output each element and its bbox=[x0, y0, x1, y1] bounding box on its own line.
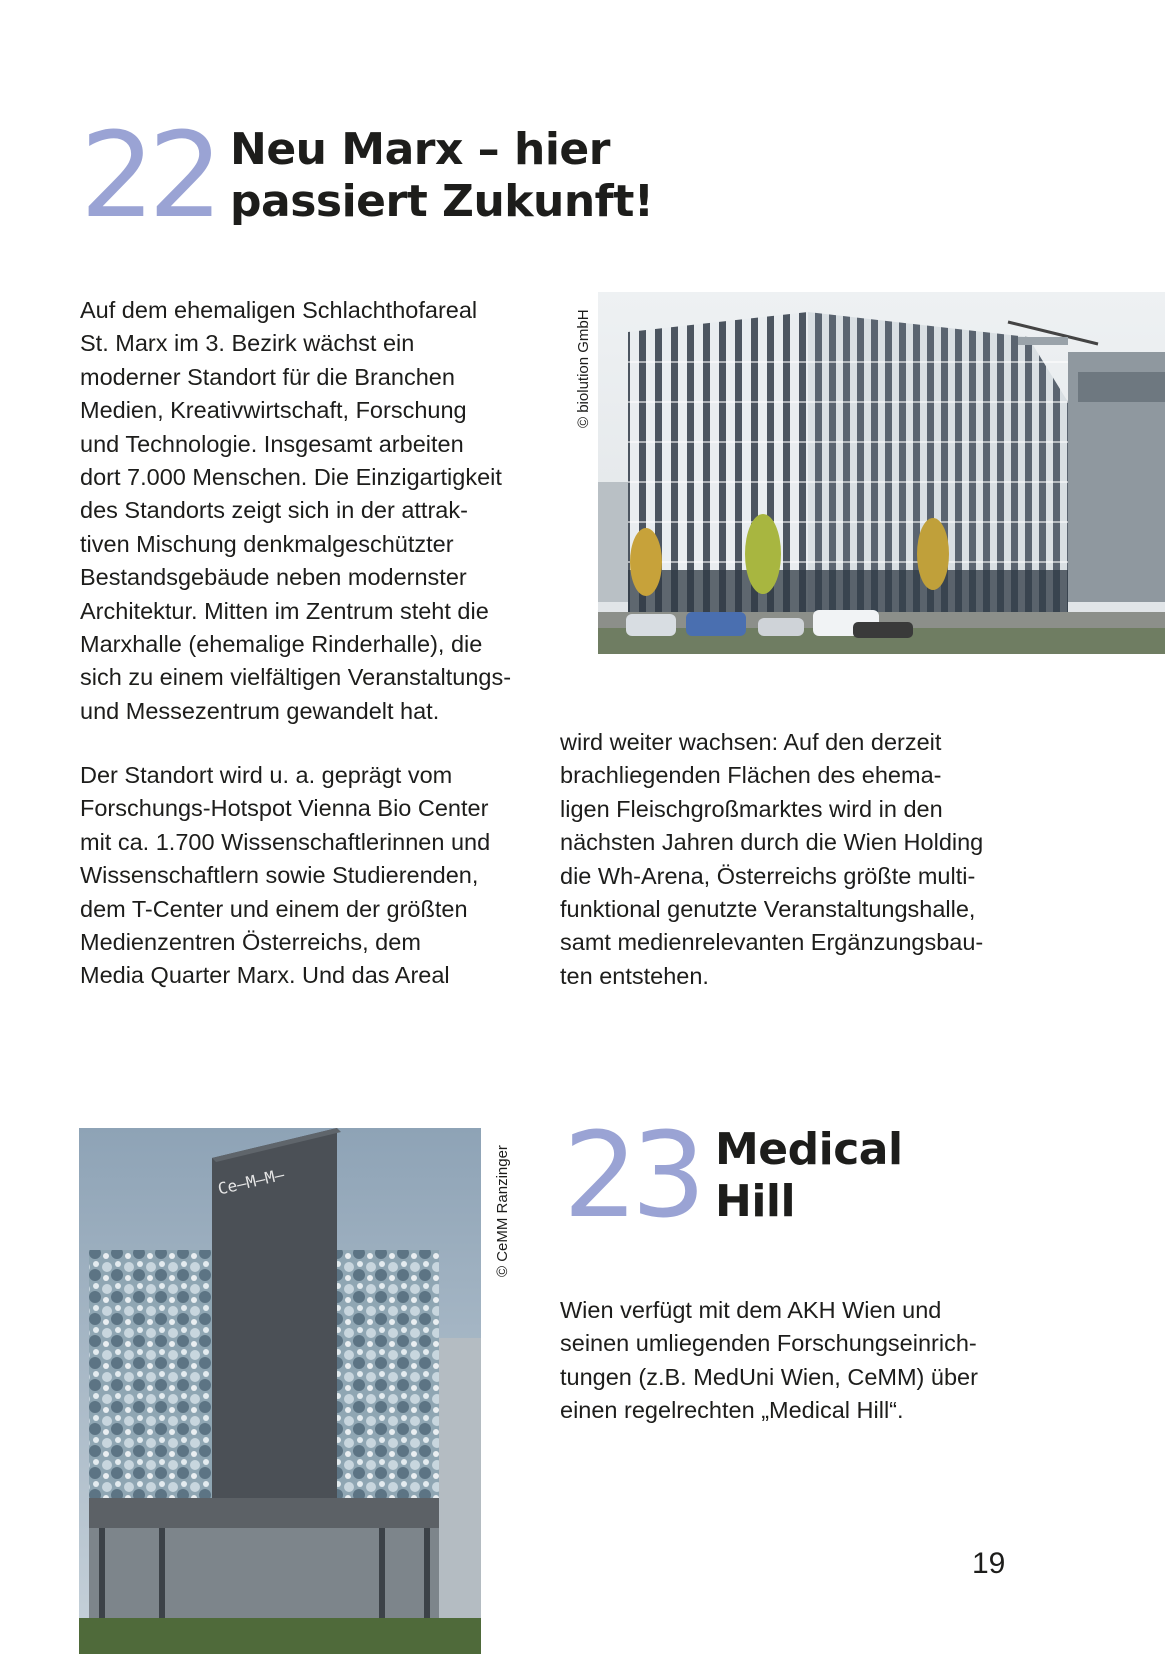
section-23-title-line1: Medical bbox=[715, 1124, 903, 1175]
text-line: wird weiter wachsen: Auf den derzeit bbox=[560, 729, 942, 755]
text-line: Medien, Kreativwirtschaft, Forschung bbox=[80, 397, 467, 424]
section-22-number: 22 bbox=[80, 106, 217, 244]
text-line: mit ca. 1.700 Wissenschaftlerinnen und bbox=[80, 828, 491, 855]
text-line: Wissenschaftlern sowie Studierenden, bbox=[80, 862, 479, 889]
photo-neu-marx-building bbox=[598, 292, 1165, 654]
text-line: die Wh-Arena, Österreichs größte multi- bbox=[560, 862, 976, 889]
text-line: und Messezentrum gewandelt hat. bbox=[80, 697, 440, 724]
text-line: Forschungs-Hotspot Vienna Bio Center bbox=[80, 795, 489, 822]
section-22-title bbox=[230, 124, 653, 228]
text-line: einen regelrechten „Medical Hill“. bbox=[560, 1397, 904, 1424]
text-line: tiven Mischung denkmalgeschützter bbox=[80, 530, 454, 557]
text-line: Architektur. Mitten im Zentrum steht die bbox=[80, 597, 489, 624]
page-number: 19 bbox=[972, 1547, 1006, 1580]
section-23-number: 23 bbox=[563, 1106, 700, 1244]
text-line: des Standorts zeigt sich in der attrak- bbox=[80, 497, 468, 524]
section-22-title-line2: passiert Zukunft! bbox=[230, 176, 654, 227]
text-line: seinen umliegenden Forschungseinrich- bbox=[560, 1330, 977, 1357]
text-line: ten entstehen. bbox=[560, 962, 709, 989]
text-line: samt medienrelevanten Ergänzungsbau- bbox=[560, 929, 984, 956]
text-line: dem T-Center und einem der größten bbox=[80, 895, 468, 922]
text-line: und Technologie. Insgesamt arbeiten bbox=[80, 430, 464, 457]
photo-cemm-building bbox=[79, 1128, 481, 1654]
text-line: tungen (z.B. MedUni Wien, CeMM) über bbox=[560, 1363, 978, 1390]
section-22-paragraph-3 bbox=[560, 726, 983, 993]
text-line: Auf dem ehemaligen Schlachthofareal bbox=[80, 297, 478, 323]
photo-credit-neu-marx: © biolution GmbH bbox=[575, 309, 592, 428]
text-line: sich zu einem vielfältigen Veranstaltungs- bbox=[80, 664, 512, 691]
section-22-paragraph-2 bbox=[80, 759, 490, 993]
section-22-paragraph-1 bbox=[80, 294, 511, 728]
text-line: Media Quarter Marx. Und das Areal bbox=[80, 962, 450, 989]
cemm-building-sign: Ce–M–M– bbox=[216, 1164, 286, 1199]
text-line: nächsten Jahren durch die Wien Holding bbox=[560, 829, 984, 856]
section-23-title bbox=[715, 1124, 903, 1228]
text-line: Marxhalle (ehemalige Rinderhalle), die bbox=[80, 631, 483, 658]
photo-credit-cemm: © CeMM Ranzinger bbox=[494, 1145, 511, 1277]
text-line: Medienzentren Österreichs, dem bbox=[80, 929, 421, 956]
text-line: moderner Standort für die Branchen bbox=[80, 363, 455, 390]
section-23-title-line2: Hill bbox=[715, 1176, 796, 1227]
text-line: brachliegenden Flächen des ehema- bbox=[560, 762, 942, 789]
section-23-paragraph bbox=[560, 1294, 978, 1428]
section-22-title-line1: Neu Marx – hier bbox=[230, 124, 610, 175]
text-line: dort 7.000 Menschen. Die Einzigartigkeit bbox=[80, 464, 502, 491]
text-line: Wien verfügt mit dem AKH Wien und bbox=[560, 1297, 942, 1323]
text-line: funktional genutzte Veranstaltungshalle, bbox=[560, 896, 976, 923]
text-line: ligen Fleischgroßmarktes wird in den bbox=[560, 795, 943, 822]
text-line: Der Standort wird u. a. geprägt vom bbox=[80, 762, 453, 788]
text-line: Bestandsgebäude neben modernster bbox=[80, 564, 467, 591]
text-line: St. Marx im 3. Bezirk wächst ein bbox=[80, 330, 415, 357]
